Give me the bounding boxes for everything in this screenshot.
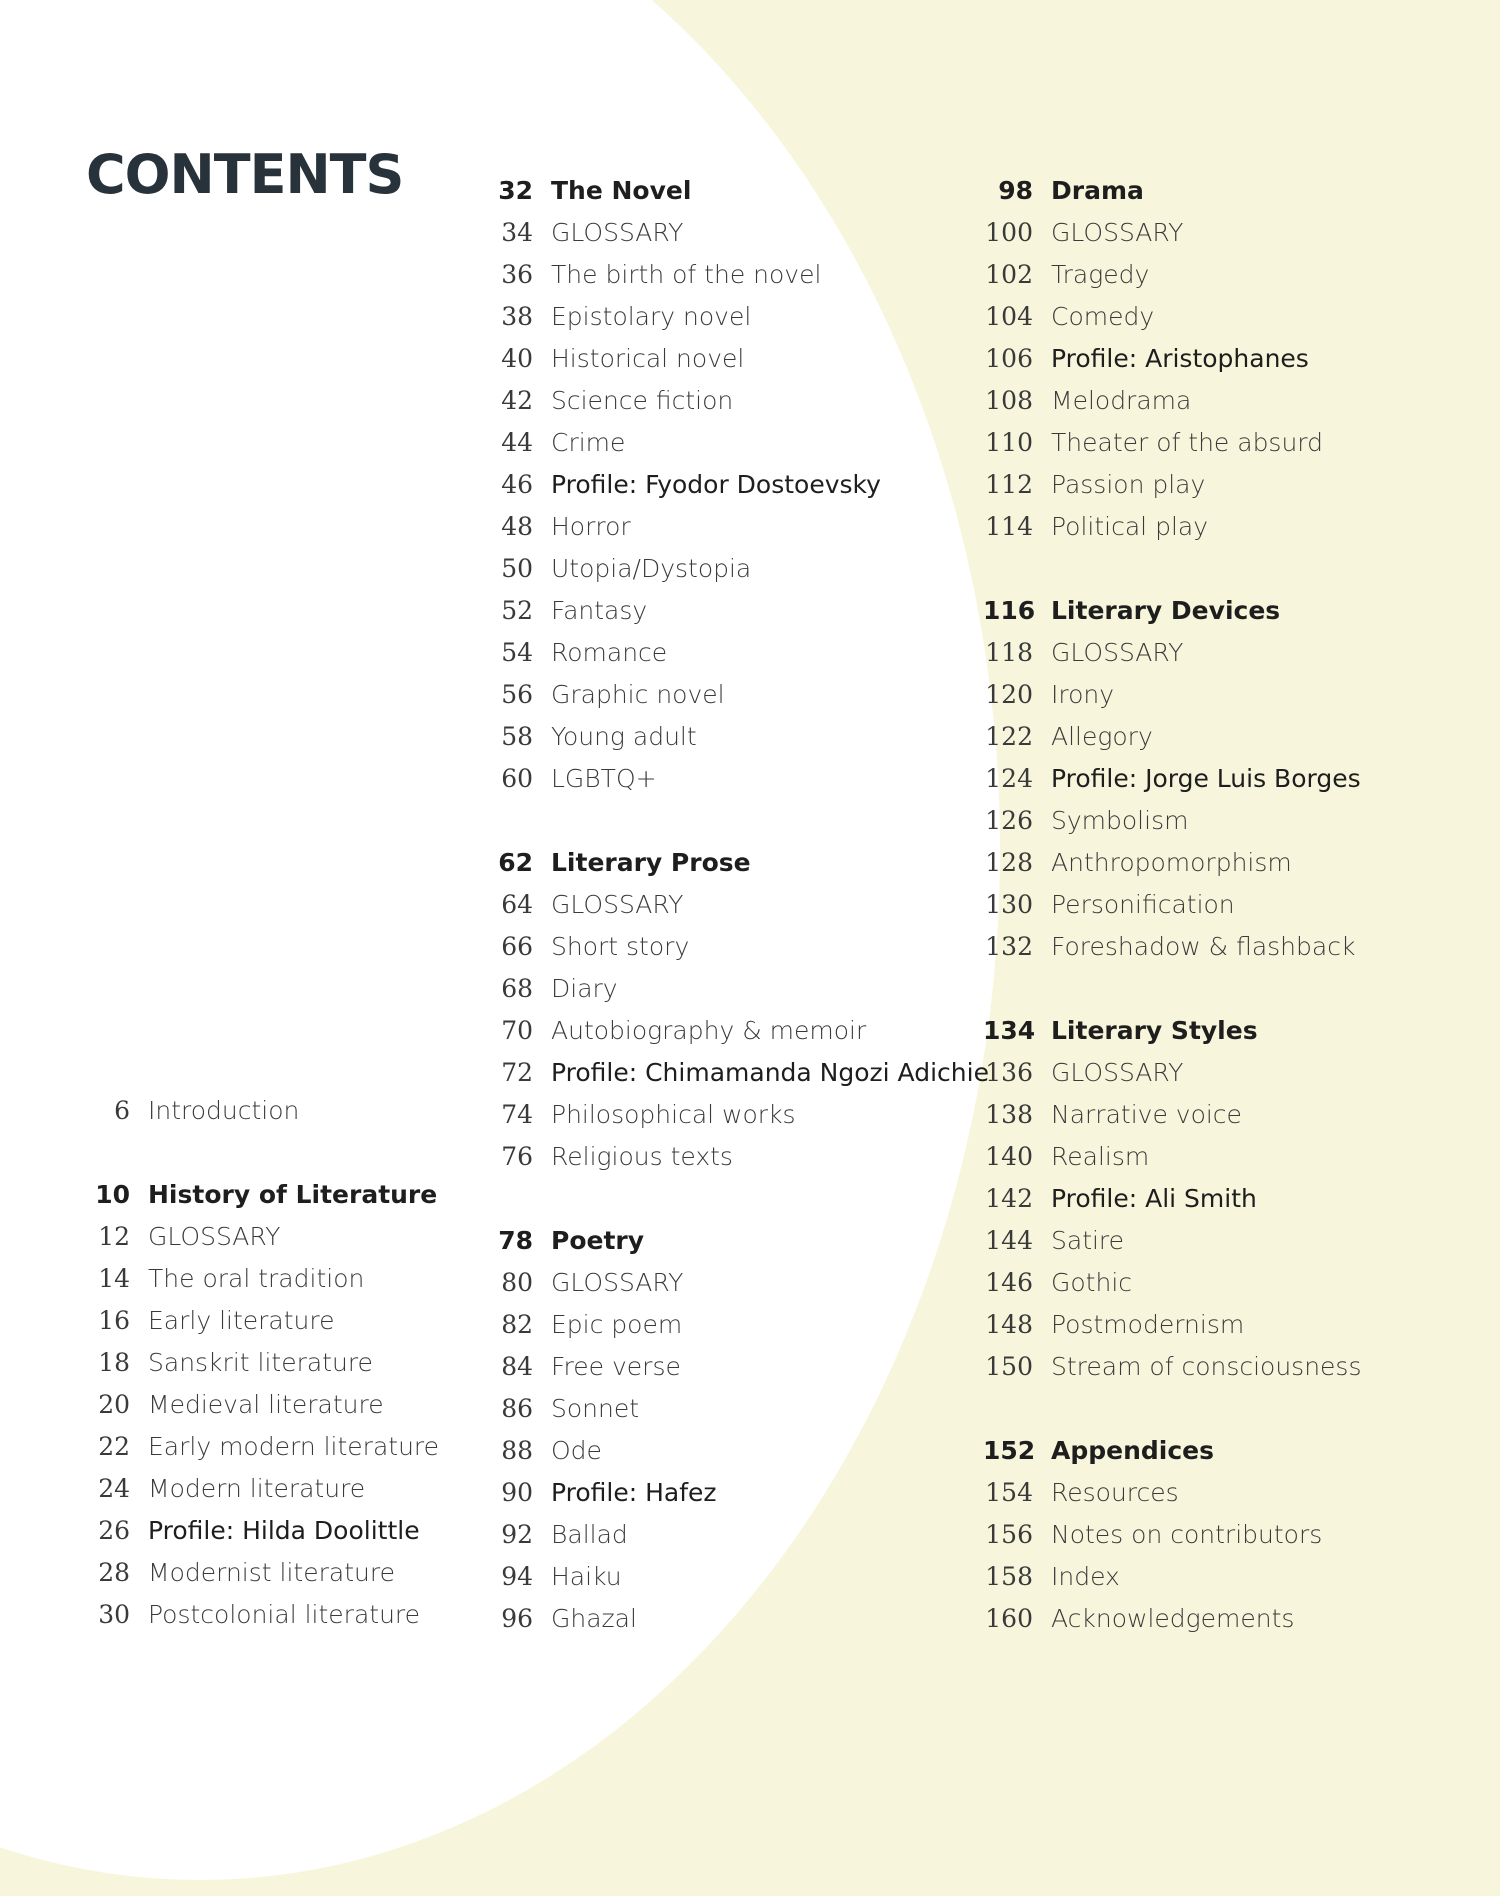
entry-title: The Novel bbox=[551, 176, 692, 205]
page-number: 64 bbox=[501, 890, 533, 919]
page-number: 36 bbox=[501, 260, 533, 289]
page-number: 130 bbox=[985, 890, 1033, 919]
page-number: 104 bbox=[985, 302, 1033, 331]
entry-title: Resources bbox=[1051, 1478, 1179, 1507]
entry-title: Comedy bbox=[1051, 302, 1155, 331]
toc-entry[interactable] bbox=[483, 212, 989, 254]
entry-title: Utopia/Dystopia bbox=[551, 554, 752, 583]
toc-entry[interactable] bbox=[483, 674, 989, 716]
entry-title: Index bbox=[1051, 1562, 1120, 1591]
page-number: 146 bbox=[985, 1268, 1033, 1297]
page-number: 102 bbox=[985, 260, 1033, 289]
page-number: 44 bbox=[501, 428, 533, 457]
page-number: 42 bbox=[501, 386, 533, 415]
toc-entry[interactable] bbox=[80, 1216, 439, 1258]
toc-entry[interactable] bbox=[483, 464, 989, 506]
page-number: 24 bbox=[98, 1474, 130, 1503]
page-number: 156 bbox=[985, 1520, 1033, 1549]
page-number: 72 bbox=[501, 1058, 533, 1087]
page-number: 122 bbox=[985, 722, 1033, 751]
toc-entry[interactable] bbox=[983, 464, 1362, 506]
section-heading[interactable] bbox=[483, 1220, 989, 1262]
page-number: 28 bbox=[98, 1558, 130, 1587]
entry-title: GLOSSARY bbox=[1051, 1058, 1184, 1087]
entry-title: Romance bbox=[551, 638, 668, 667]
entry-title: Diary bbox=[551, 974, 618, 1003]
entry-title: Ballad bbox=[551, 1520, 628, 1549]
page-number: 140 bbox=[985, 1142, 1033, 1171]
entry-title: Passion play bbox=[1051, 470, 1206, 499]
entry-title: Narrative voice bbox=[1051, 1100, 1242, 1129]
page-number: 124 bbox=[985, 764, 1033, 793]
section-heading[interactable] bbox=[483, 842, 989, 884]
section-gap bbox=[483, 1178, 989, 1220]
toc-entry[interactable] bbox=[483, 758, 989, 800]
entry-title: Theater of the absurd bbox=[1051, 428, 1324, 457]
section-heading[interactable] bbox=[983, 1430, 1362, 1472]
entry-title: Modern literature bbox=[148, 1474, 366, 1503]
page-number: 26 bbox=[98, 1516, 130, 1545]
entry-title: Irony bbox=[1051, 680, 1115, 709]
entry-title: Literary Styles bbox=[1051, 1016, 1258, 1045]
entry-title: Free verse bbox=[551, 1352, 681, 1381]
entry-title: The birth of the novel bbox=[551, 260, 822, 289]
entry-title: Sonnet bbox=[551, 1394, 640, 1423]
page-number: 6 bbox=[114, 1096, 130, 1125]
page-number: 136 bbox=[985, 1058, 1033, 1087]
entry-title: Historical novel bbox=[551, 344, 745, 373]
toc-entry[interactable] bbox=[80, 1342, 439, 1384]
toc-entry[interactable] bbox=[80, 1552, 439, 1594]
toc-entry[interactable] bbox=[983, 296, 1362, 338]
entry-title: Young adult bbox=[551, 722, 697, 751]
entry-title: Science fiction bbox=[551, 386, 734, 415]
page-number: 68 bbox=[501, 974, 533, 1003]
section-gap bbox=[483, 800, 989, 842]
page-number: 144 bbox=[985, 1226, 1033, 1255]
page-number: 118 bbox=[985, 638, 1033, 667]
page-number: 70 bbox=[501, 1016, 533, 1045]
toc-entry[interactable] bbox=[80, 1258, 439, 1300]
page-number: 100 bbox=[985, 218, 1033, 247]
entry-title: Literary Prose bbox=[551, 848, 751, 877]
entry-title: GLOSSARY bbox=[551, 218, 684, 247]
entry-title: Early literature bbox=[148, 1306, 335, 1335]
toc-entry[interactable] bbox=[983, 884, 1362, 926]
toc-entry[interactable] bbox=[483, 548, 989, 590]
page-number: 94 bbox=[501, 1562, 533, 1591]
entry-title: Short story bbox=[551, 932, 690, 961]
page-number: 52 bbox=[501, 596, 533, 625]
toc-entry[interactable] bbox=[983, 212, 1362, 254]
page-number: 112 bbox=[985, 470, 1033, 499]
entry-title: LGBTQ+ bbox=[551, 764, 657, 793]
page-number: 32 bbox=[498, 176, 533, 205]
entry-title: Appendices bbox=[1051, 1436, 1215, 1465]
page-title: CONTENTS bbox=[86, 143, 404, 206]
toc-entry[interactable] bbox=[483, 716, 989, 758]
toc-entry[interactable] bbox=[80, 1384, 439, 1426]
entry-title: Profile: Chimamanda Ngozi Adichie bbox=[551, 1058, 989, 1087]
entry-title: Ode bbox=[551, 1436, 602, 1465]
entry-title: Sanskrit literature bbox=[148, 1348, 373, 1377]
toc-entry[interactable] bbox=[80, 1426, 439, 1468]
page-number: 106 bbox=[985, 344, 1033, 373]
toc-entry[interactable] bbox=[983, 1556, 1362, 1598]
toc-entry[interactable] bbox=[983, 758, 1362, 800]
page-number: 114 bbox=[985, 512, 1033, 541]
toc-entry[interactable] bbox=[983, 1220, 1362, 1262]
page-number: 50 bbox=[501, 554, 533, 583]
page-number: 134 bbox=[983, 1016, 1036, 1045]
page-number: 108 bbox=[985, 386, 1033, 415]
toc-entry[interactable] bbox=[983, 1514, 1362, 1556]
page-number: 80 bbox=[501, 1268, 533, 1297]
toc-entry[interactable] bbox=[983, 1304, 1362, 1346]
page-number: 40 bbox=[501, 344, 533, 373]
toc-entry[interactable] bbox=[983, 1472, 1362, 1514]
page-number: 98 bbox=[998, 176, 1033, 205]
section-heading[interactable] bbox=[983, 1010, 1362, 1052]
entry-title: Medieval literature bbox=[148, 1390, 384, 1419]
entry-title: Graphic novel bbox=[551, 680, 725, 709]
page-number: 74 bbox=[501, 1100, 533, 1129]
entry-title: GLOSSARY bbox=[1051, 638, 1184, 667]
entry-title: Satire bbox=[1051, 1226, 1125, 1255]
page-number: 88 bbox=[501, 1436, 533, 1465]
entry-title: Acknowledgements bbox=[1051, 1604, 1295, 1633]
toc-entry[interactable] bbox=[983, 1598, 1362, 1640]
page-number: 154 bbox=[985, 1478, 1033, 1507]
entry-title: Fantasy bbox=[551, 596, 648, 625]
toc-entry[interactable] bbox=[483, 926, 989, 968]
entry-title: Modernist literature bbox=[148, 1558, 395, 1587]
entry-title: Drama bbox=[1051, 176, 1144, 205]
toc-entry[interactable] bbox=[483, 296, 989, 338]
entry-title: Haiku bbox=[551, 1562, 622, 1591]
contents-column-1 bbox=[80, 1090, 439, 1636]
entry-title: Profile: Ali Smith bbox=[1051, 1184, 1257, 1213]
page-number: 110 bbox=[985, 428, 1033, 457]
toc-entry[interactable] bbox=[983, 842, 1362, 884]
page-number: 84 bbox=[501, 1352, 533, 1381]
toc-entry[interactable] bbox=[983, 800, 1362, 842]
page-number: 54 bbox=[501, 638, 533, 667]
entry-title: Anthropomorphism bbox=[1051, 848, 1292, 877]
toc-entry[interactable] bbox=[483, 968, 989, 1010]
page-number: 10 bbox=[95, 1180, 130, 1209]
toc-entry[interactable] bbox=[80, 1468, 439, 1510]
page-number: 60 bbox=[501, 764, 533, 793]
toc-entry[interactable] bbox=[483, 1052, 989, 1094]
toc-entry[interactable] bbox=[483, 1094, 989, 1136]
page-number: 116 bbox=[983, 596, 1036, 625]
page-number: 160 bbox=[985, 1604, 1033, 1633]
page-number: 86 bbox=[501, 1394, 533, 1423]
toc-entry[interactable] bbox=[983, 674, 1362, 716]
page-number: 38 bbox=[501, 302, 533, 331]
toc-entry[interactable] bbox=[483, 590, 989, 632]
toc-entry[interactable] bbox=[983, 1346, 1362, 1388]
entry-title: GLOSSARY bbox=[148, 1222, 281, 1251]
page-number: 142 bbox=[985, 1184, 1033, 1213]
page-number: 152 bbox=[983, 1436, 1036, 1465]
entry-title: Notes on contributors bbox=[1051, 1520, 1323, 1549]
entry-title: Poetry bbox=[551, 1226, 645, 1255]
toc-entry[interactable] bbox=[483, 884, 989, 926]
toc-entry[interactable] bbox=[483, 1010, 989, 1052]
entry-title: GLOSSARY bbox=[551, 1268, 684, 1297]
toc-entry[interactable] bbox=[483, 1346, 989, 1388]
page-number: 56 bbox=[501, 680, 533, 709]
entry-title: Profile: Fyodor Dostoevsky bbox=[551, 470, 881, 499]
toc-entry[interactable] bbox=[80, 1594, 439, 1636]
toc-entry[interactable] bbox=[983, 1094, 1362, 1136]
page-number: 78 bbox=[498, 1226, 533, 1255]
toc-entry[interactable] bbox=[483, 1598, 989, 1640]
page-number: 82 bbox=[501, 1310, 533, 1339]
entry-title: GLOSSARY bbox=[551, 890, 684, 919]
page-number: 18 bbox=[98, 1348, 130, 1377]
toc-entry[interactable] bbox=[983, 1262, 1362, 1304]
page-number: 92 bbox=[501, 1520, 533, 1549]
page-number: 30 bbox=[98, 1600, 130, 1629]
page-number: 46 bbox=[501, 470, 533, 499]
entry-title: Philosophical works bbox=[551, 1100, 796, 1129]
contents-column-2 bbox=[483, 170, 989, 1640]
page-number: 158 bbox=[985, 1562, 1033, 1591]
entry-title: Crime bbox=[551, 428, 626, 457]
toc-entry[interactable] bbox=[80, 1510, 439, 1552]
entry-title: Profile: Jorge Luis Borges bbox=[1051, 764, 1361, 793]
toc-entry[interactable] bbox=[483, 422, 989, 464]
section-heading[interactable] bbox=[483, 170, 989, 212]
entry-title: Postcolonial literature bbox=[148, 1600, 421, 1629]
entry-title: Realism bbox=[1051, 1142, 1150, 1171]
page-number: 34 bbox=[501, 218, 533, 247]
entry-title: Melodrama bbox=[1051, 386, 1192, 415]
entry-title: Autobiography & memoir bbox=[551, 1016, 867, 1045]
page-number: 90 bbox=[501, 1478, 533, 1507]
entry-title: History of Literature bbox=[148, 1180, 438, 1209]
toc-entry[interactable] bbox=[483, 1514, 989, 1556]
entry-title: Political play bbox=[1051, 512, 1209, 541]
toc-entry[interactable] bbox=[483, 1136, 989, 1178]
toc-entry[interactable] bbox=[483, 1262, 989, 1304]
entry-title: Early modern literature bbox=[148, 1432, 440, 1461]
entry-title: Gothic bbox=[1051, 1268, 1133, 1297]
page-number: 150 bbox=[985, 1352, 1033, 1381]
entry-title: Profile: Hilda Doolittle bbox=[148, 1516, 420, 1545]
page-number: 48 bbox=[501, 512, 533, 541]
entry-title: Ghazal bbox=[551, 1604, 637, 1633]
page-number: 14 bbox=[98, 1264, 130, 1293]
toc-entry[interactable] bbox=[983, 422, 1362, 464]
entry-title: Epic poem bbox=[551, 1310, 683, 1339]
toc-entry[interactable] bbox=[483, 632, 989, 674]
entry-title: Stream of consciousness bbox=[1051, 1352, 1362, 1381]
page-number: 148 bbox=[985, 1310, 1033, 1339]
entry-title: Allegory bbox=[1051, 722, 1153, 751]
toc-entry[interactable] bbox=[483, 380, 989, 422]
page-number: 22 bbox=[98, 1432, 130, 1461]
toc-entry[interactable] bbox=[483, 338, 989, 380]
page-number: 20 bbox=[98, 1390, 130, 1419]
entry-title: Profile: Aristophanes bbox=[1051, 344, 1309, 373]
page-number: 76 bbox=[501, 1142, 533, 1171]
toc-entry[interactable] bbox=[983, 716, 1362, 758]
toc-entry[interactable] bbox=[483, 506, 989, 548]
entry-title: Postmodernism bbox=[1051, 1310, 1245, 1339]
toc-entry[interactable] bbox=[80, 1090, 439, 1132]
toc-entry[interactable] bbox=[983, 1052, 1362, 1094]
entry-title: Personification bbox=[1051, 890, 1235, 919]
entry-title: Profile: Hafez bbox=[551, 1478, 717, 1507]
toc-entry[interactable] bbox=[983, 338, 1362, 380]
section-heading[interactable] bbox=[983, 590, 1362, 632]
toc-entry[interactable] bbox=[483, 1388, 989, 1430]
page-number: 62 bbox=[498, 848, 533, 877]
section-heading[interactable] bbox=[983, 170, 1362, 212]
entry-title: Epistolary novel bbox=[551, 302, 752, 331]
section-gap bbox=[983, 1388, 1362, 1430]
page-number: 96 bbox=[501, 1604, 533, 1633]
toc-entry[interactable] bbox=[983, 926, 1362, 968]
contents-column-3 bbox=[983, 170, 1362, 1640]
toc-entry[interactable] bbox=[983, 254, 1362, 296]
entry-title: GLOSSARY bbox=[1051, 218, 1184, 247]
page-number: 12 bbox=[98, 1222, 130, 1251]
toc-entry[interactable] bbox=[483, 1556, 989, 1598]
entry-title: Symbolism bbox=[1051, 806, 1189, 835]
page-number: 138 bbox=[985, 1100, 1033, 1129]
toc-entry[interactable] bbox=[483, 254, 989, 296]
entry-title: Tragedy bbox=[1051, 260, 1150, 289]
entry-title: Foreshadow & flashback bbox=[1051, 932, 1356, 961]
toc-entry[interactable] bbox=[80, 1300, 439, 1342]
entry-title: The oral tradition bbox=[148, 1264, 365, 1293]
page-number: 66 bbox=[501, 932, 533, 961]
toc-entry[interactable] bbox=[983, 380, 1362, 422]
toc-entry[interactable] bbox=[483, 1304, 989, 1346]
toc-entry[interactable] bbox=[483, 1430, 989, 1472]
toc-entry[interactable] bbox=[983, 506, 1362, 548]
page-number: 132 bbox=[985, 932, 1033, 961]
entry-title: Horror bbox=[551, 512, 631, 541]
toc-entry[interactable] bbox=[983, 632, 1362, 674]
section-gap bbox=[983, 968, 1362, 1010]
section-gap bbox=[983, 548, 1362, 590]
section-heading[interactable] bbox=[80, 1174, 439, 1216]
entry-title: Introduction bbox=[148, 1096, 300, 1125]
page-number: 58 bbox=[501, 722, 533, 751]
page-number: 120 bbox=[985, 680, 1033, 709]
toc-entry[interactable] bbox=[983, 1136, 1362, 1178]
page-number: 128 bbox=[985, 848, 1033, 877]
entry-title: Literary Devices bbox=[1051, 596, 1281, 625]
toc-entry[interactable] bbox=[983, 1178, 1362, 1220]
toc-entry[interactable] bbox=[483, 1472, 989, 1514]
entry-title: Religious texts bbox=[551, 1142, 733, 1171]
page-number: 126 bbox=[985, 806, 1033, 835]
page-number: 16 bbox=[98, 1306, 130, 1335]
section-gap bbox=[80, 1132, 439, 1174]
